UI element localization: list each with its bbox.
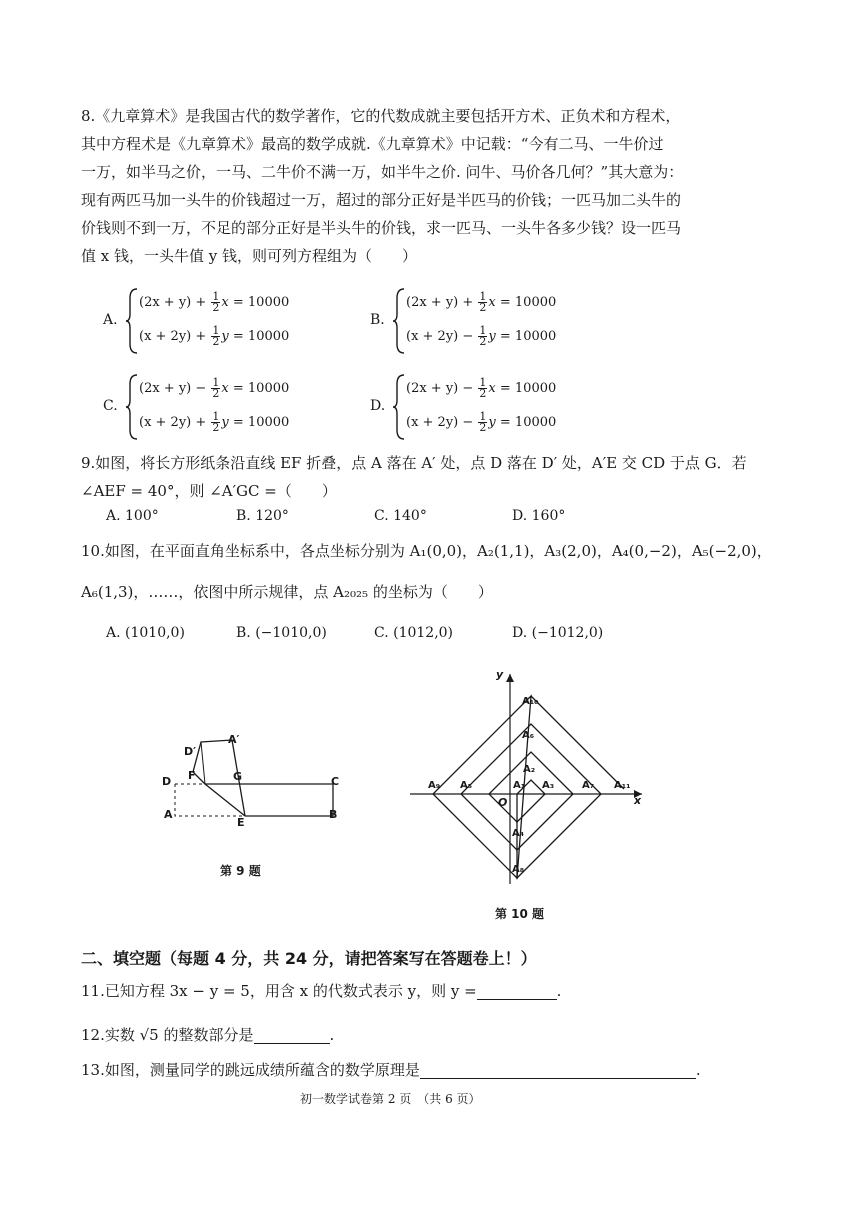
page-footer: 初一数学试卷第 2 页 （共 6 页） [300, 1092, 481, 1106]
figure-q10-caption: 第 10 题 [495, 907, 545, 921]
point-a3: A₃ [542, 780, 555, 791]
equation-1: (2x + y) + $\frac{1}{2}$ x = 10000 [139, 290, 290, 314]
brace-icon [125, 374, 139, 440]
equation-2: (x + 2y) + $\frac{1}{2}$ y = 10000 [139, 410, 290, 434]
option-label: B. [370, 312, 385, 328]
q11 [81, 982, 561, 1000]
q13 [81, 1061, 701, 1079]
option-label: C. [103, 398, 118, 414]
option-label: A. [103, 312, 118, 328]
q10-option-a[interactable]: A. (1010,0) [106, 625, 185, 641]
origin-label: O [498, 796, 508, 809]
q12-answer-blank[interactable] [254, 1027, 330, 1044]
brace-icon [125, 288, 139, 354]
equation-2: (x + 2y) − $\frac{1}{2}$ y = 10000 [406, 410, 557, 434]
axis-label-y: y [496, 668, 504, 681]
point-a1: A₁ [513, 780, 526, 791]
label-d-prime: D′ [184, 745, 197, 758]
q8-option-a[interactable] [103, 286, 363, 356]
point-a6: A₆ [522, 730, 535, 741]
label-a: A [164, 808, 173, 821]
point-a10: A₁₀ [522, 696, 539, 707]
q9-option-b[interactable]: B. 120° [236, 508, 289, 524]
label-b: B [329, 808, 338, 821]
q11-answer-blank[interactable] [477, 983, 557, 1000]
label-c: C [331, 775, 340, 788]
q10-line-2: A₆(1,3)，……，依图中所示规律，点 A₂₀₂₅ 的坐标为（ ） [81, 583, 493, 601]
figure-q9 [155, 728, 355, 828]
q8-option-c[interactable] [103, 372, 363, 442]
figure-q10 [410, 668, 650, 888]
q12-text: 12.实数 √5 的整数部分是 [81, 1026, 254, 1044]
point-a11: A₁₁ [614, 780, 631, 791]
q8-line-1: 8.《九章算术》是我国古代的数学著作，它的代数成就主要包括开方术、正负术和方程术， [81, 107, 681, 125]
equation-2: (x + 2y) + $\frac{1}{2}$ y = 10000 [139, 324, 290, 348]
q8-option-b[interactable] [370, 286, 630, 356]
q10-option-c[interactable]: C. (1012,0) [374, 625, 454, 641]
q12-end: . [329, 1026, 335, 1044]
equation-1: (2x + y) − $\frac{1}{2}$ x = 10000 [139, 376, 290, 400]
equation-1: (2x + y) + $\frac{1}{2}$ x = 10000 [406, 290, 557, 314]
point-a8: A₈ [512, 864, 525, 875]
equation-1: (2x + y) − $\frac{1}{2}$ x = 10000 [406, 376, 557, 400]
point-a9: A₉ [428, 780, 441, 791]
option-label: D. [370, 398, 386, 414]
label-g: G [233, 770, 243, 783]
label-f: F [188, 769, 196, 782]
point-a4: A₄ [512, 828, 525, 839]
q9-line-2: ∠AEF = 40°，则 ∠A′GC =（ ） [81, 482, 337, 500]
q8-line-3: 一万，如半马之价，一马、二牛价不满一万，如半牛之价. 问牛、马价各几何？”其大意为： [81, 163, 684, 181]
point-a5: A₅ [460, 780, 473, 791]
point-a2: A₂ [523, 764, 536, 775]
q9-option-c[interactable]: C. 140° [374, 508, 427, 524]
q9-line-1: 9.如图，将长方形纸条沿直线 EF 折叠，点 A 落在 A′ 处，点 D 落在 D′ 处，A′E 交 CD 于点 G．若 [81, 454, 747, 472]
q10-line-1: 10.如图，在平面直角坐标系中，各点坐标分别为 A₁(0,0)，A₂(1,1)，A₃(2,0)，A₄(0,−2)，A₅(−2,0)， [81, 542, 772, 560]
q11-text: 11.已知方程 3x − y = 5，用含 x 的代数式表示 y，则 y = [81, 982, 477, 1000]
q8-line-6: 值 x 钱，一头牛值 y 钱，则可列方程组为（ ） [81, 247, 418, 265]
section-2-heading: 二、填空题（每题 4 分，共 24 分，请把答案写在答题卷上！） [81, 949, 537, 968]
label-e: E [237, 816, 245, 829]
q9-option-d[interactable]: D. 160° [512, 508, 566, 524]
q13-answer-blank[interactable] [420, 1062, 696, 1079]
brace-icon [392, 288, 406, 354]
point-a7: A₇ [582, 780, 595, 791]
q11-end: . [556, 982, 562, 1000]
q8-option-d[interactable] [370, 372, 630, 442]
q9-option-a[interactable]: A. 100° [106, 508, 159, 524]
q8-line-4: 现有两匹马加一头牛的价钱超过一万，超过的部分正好是半匹马的价钱；一匹马加二头牛的 [81, 191, 682, 209]
q8-line-2: 其中方程术是《九章算术》最高的数学成就.《九章算术》中记载：“今有二马、一牛价过 [81, 135, 664, 153]
q13-end: . [695, 1061, 701, 1079]
label-a-prime: A′ [228, 733, 240, 746]
q10-option-d[interactable]: D. (−1012,0) [512, 625, 604, 641]
q13-text: 13.如图，测量同学的跳远成绩所蕴含的数学原理是 [81, 1061, 420, 1079]
equation-2: (x + 2y) − $\frac{1}{2}$ y = 10000 [406, 324, 557, 348]
label-d: D [162, 775, 172, 788]
q10-option-b[interactable]: B. (−1010,0) [236, 625, 327, 641]
q12 [81, 1026, 334, 1044]
folded-strip-diagram [155, 728, 355, 828]
figure-q9-caption: 第 9 题 [220, 864, 261, 878]
axis-label-x: x [634, 794, 642, 807]
brace-icon [392, 374, 406, 440]
q8-line-5: 价钱则不到一万，不足的部分正好是半头牛的价钱，求一匹马、一头牛各多少钱？设一匹马 [81, 219, 682, 237]
